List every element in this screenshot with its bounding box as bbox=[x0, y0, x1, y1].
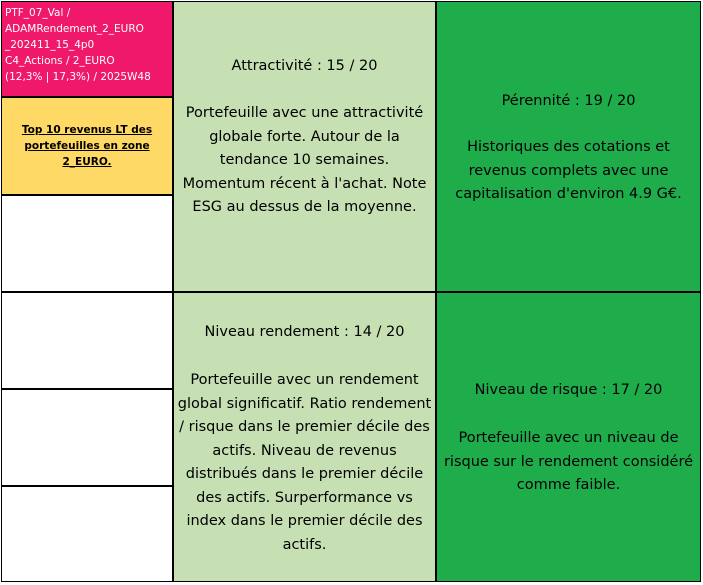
empty-cell-2 bbox=[1, 292, 173, 389]
top10-cell[interactable] bbox=[1, 97, 173, 195]
risque-text: Portefeuille avec un niveau de risque sur le rendement considéré comme faible. bbox=[443, 430, 694, 493]
portfolio-id-cell bbox=[1, 1, 173, 97]
perennite-cell bbox=[436, 1, 701, 292]
rendement-title: Niveau rendement : 14 / 20 bbox=[204, 324, 405, 340]
top10-link[interactable]: Top 10 revenus LT des portefeuilles en zone 2_EURO. bbox=[21, 124, 153, 168]
portfolio-line-2: ADAMRendement_2_EURO bbox=[5, 23, 144, 35]
portfolio-line-5: (12,3% | 17,3%) / 2025W48 bbox=[5, 71, 151, 83]
perennite-title: Pérennité : 19 / 20 bbox=[501, 93, 636, 109]
perennite-text: Historiques des cotations et revenus complets avec une capitalisation d'environ 4.9 G€. bbox=[455, 139, 682, 202]
attractivite-text: Portefeuille avec une attractivité globale forte. Autour de la tendance 10 semaines. Momentum récent à l'achat. Note ESG au dessus de la moyenne. bbox=[182, 105, 427, 215]
risque-cell bbox=[436, 292, 701, 582]
portfolio-line-4: C4_Actions / 2_EURO bbox=[5, 55, 115, 67]
risque-title: Niveau de risque : 17 / 20 bbox=[474, 382, 663, 398]
rendement-text: Portefeuille avec un rendement global significatif. Ratio rendement / risque dans le premier décile des actifs. Niveau de revenus distribués dans le premier décile des actifs. Surperformance vs index dans le premier décile des actifs. bbox=[177, 372, 432, 553]
portfolio-line-1: PTF_07_Val / bbox=[5, 7, 71, 19]
empty-cell-3 bbox=[1, 389, 173, 486]
attractivite-cell bbox=[173, 1, 436, 292]
rendement-cell bbox=[173, 292, 436, 582]
portfolio-line-3: _202411_15_4p0 bbox=[5, 39, 95, 51]
attractivite-title: Attractivité : 15 / 20 bbox=[231, 58, 378, 74]
empty-cell-4 bbox=[1, 486, 173, 582]
empty-cell-1 bbox=[1, 195, 173, 292]
